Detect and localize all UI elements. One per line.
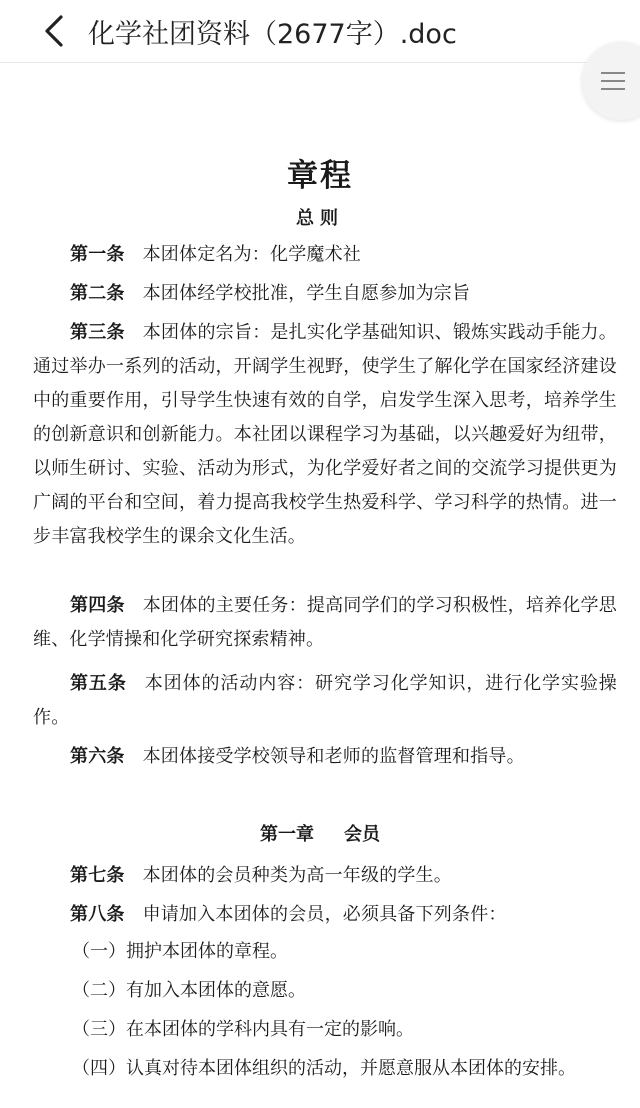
article-text: 本团体的会员种类为高一年级的学生。 <box>142 865 453 886</box>
article-text: 本团体经学校批准，学生自愿参加为宗旨 <box>142 283 471 304</box>
doc-heading: 章程 <box>287 158 353 194</box>
article-7 <box>33 859 617 893</box>
document-title: 化学社团资料（2677字）.doc <box>88 18 457 50</box>
article-label: 第三条 <box>70 322 125 343</box>
article-4 <box>33 589 617 657</box>
article-text: 本团体的主要任务：提高同学们的学习积极性，培养化学思维、化学情操和化学研究探索精神。 <box>33 595 617 650</box>
article-label: 第六条 <box>70 746 125 767</box>
article-1 <box>33 238 617 272</box>
article-label: 第一条 <box>70 244 125 265</box>
article-label: 第二条 <box>70 283 125 304</box>
menu-icon <box>600 70 626 92</box>
article-label: 第五条 <box>70 673 127 694</box>
article-6 <box>33 740 617 774</box>
article-2 <box>33 277 617 311</box>
article-label: 第八条 <box>70 904 125 925</box>
article-text: 本团体定名为：化学魔术社 <box>142 244 362 265</box>
article-text: 本团体的活动内容：研究学习化学知识，进行化学实验操作。 <box>33 673 617 728</box>
section-heading: 总则 <box>296 208 344 229</box>
article-label: 第七条 <box>70 865 125 886</box>
condition-item: （一）拥护本团体的章程。 <box>72 941 288 962</box>
article-5 <box>33 667 617 735</box>
article-text: 本团体的宗旨：是扎实化学基础知识、锻炼实践动手能力。通过举办一系列的活动，开阔学生视野，使学生了解化学在国家经济建设中的重要作用，引导学生快速有效的自学，启发学生深入思考，培养学生的创新意识和创新能力。本社团以课程学习为基础，以兴趣爱好为纽带，以师生研讨、实验、活动为形式，为化学爱好者之间的交流学习提供更为广阔的平台和空间，着力提高我校学生热爱科学、学习科学的热情。进一步丰富我校学生的课余文化生活。 <box>33 322 617 547</box>
condition-item: （二）有加入本团体的意愿。 <box>72 980 306 1001</box>
article-label: 第四条 <box>70 595 125 616</box>
back-button[interactable] <box>32 9 76 53</box>
article-3 <box>33 316 617 554</box>
article-text: 本团体接受学校领导和老师的监督管理和指导。 <box>142 746 525 767</box>
chapter-heading <box>0 820 640 846</box>
condition-item: （四）认真对待本团体组织的活动，并愿意服从本团体的安排。 <box>72 1058 576 1079</box>
chevron-left-icon <box>43 14 65 48</box>
article-text: 申请加入本团体的会员，必须具备下列条件： <box>142 904 507 925</box>
condition-item: （三）在本团体的学科内具有一定的影响。 <box>72 1019 414 1040</box>
article-8 <box>33 898 617 932</box>
chapter-number: 第一章 <box>260 824 314 845</box>
chapter-name: 会员 <box>344 824 380 845</box>
top-bar <box>0 0 640 63</box>
